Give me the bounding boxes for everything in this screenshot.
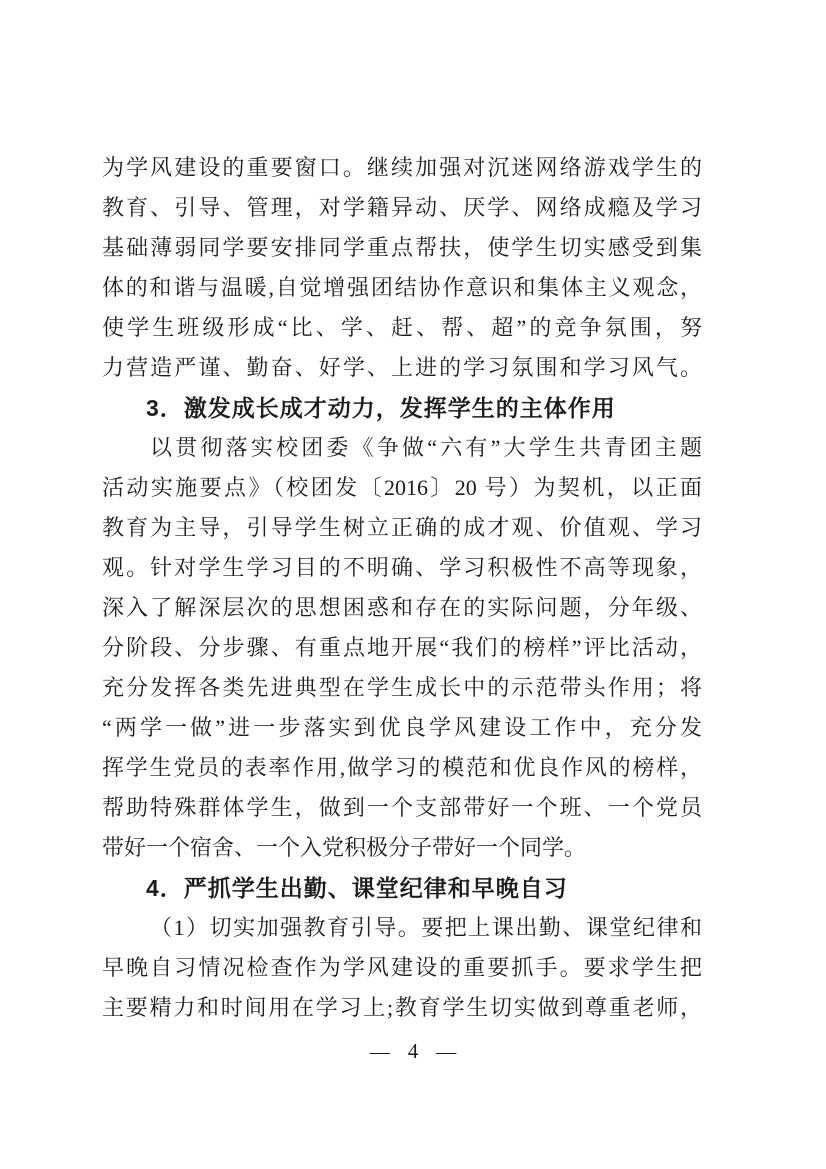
text-line: 帮助特殊群体学生，做到一个支部带好一个班、一个党员 [102,795,702,820]
page-number: 4 [407,1039,419,1063]
text-line: 挥学生党员的表率作用,做学习的模范和优良作风的榜样， [102,755,702,780]
footer-right-dash: — [436,1041,457,1063]
text-line: 分阶段、分步骤、有重点地开展“我们的榜样”评比活动， [102,635,702,660]
text-line: 体的和谐与温暖,自觉增强团结协作意识和集体主义观念， [102,275,702,300]
text-line: 教育为主导，引导学生树立正确的成才观、价值观、学习 [102,515,702,540]
document-body [102,148,702,1028]
section-heading [102,868,702,908]
text-line: 充分发挥各类先进典型在学生成长中的示范带头作用；将 [102,675,702,700]
text-line: （1）切实加强教育引导。要把上课出勤、课堂纪律和 [150,915,702,940]
paragraph [102,428,702,868]
heading-text: 4．严抓学生出勤、课堂纪律和早晚自习 [146,875,568,901]
section-heading [102,388,702,428]
text-line: 带好一个宿舍、一个入党积极分子带好一个同学。 [102,835,587,860]
text-line: 主要精力和时间用在学习上;教育学生切实做到尊重老师， [102,995,702,1020]
text-line: 深入了解深层次的思想困惑和存在的实际问题，分年级、 [102,595,702,620]
text-line: 为学风建设的重要窗口。继续加强对沉迷网络游戏学生的 [102,155,702,180]
text-line: 早晚自习情况检查作为学风建设的重要抓手。要求学生把 [102,955,702,980]
text-line: 力营造严谨、勤奋、好学、上进的学习氛围和学习风气。 [102,355,702,380]
text-line: 使学生班级形成“比、学、赶、帮、超”的竞争氛围，努 [102,315,702,340]
paragraph [102,148,702,388]
text-line: 基础薄弱同学要安排同学重点帮扶，使学生切实感受到集 [102,235,702,260]
heading-text: 3．激发成长成才动力，发挥学生的主体作用 [146,395,616,421]
footer-left-dash: — [369,1041,390,1063]
text-line: 活动实施要点》（校团发〔2016〕20 号）为契机，以正面 [102,475,702,500]
text-line: 教育、引导、管理，对学籍异动、厌学、网络成瘾及学习 [102,195,702,220]
page-footer [0,1034,826,1068]
text-line: “两学一做”进一步落实到优良学风建设工作中，充分发 [102,715,702,740]
text-line: 观。针对学生学习目的不明确、学习积极性不高等现象， [102,555,702,580]
paragraph [102,908,702,1028]
text-line: 以贯彻落实校团委《争做“六有”大学生共青团主题 [150,435,702,460]
